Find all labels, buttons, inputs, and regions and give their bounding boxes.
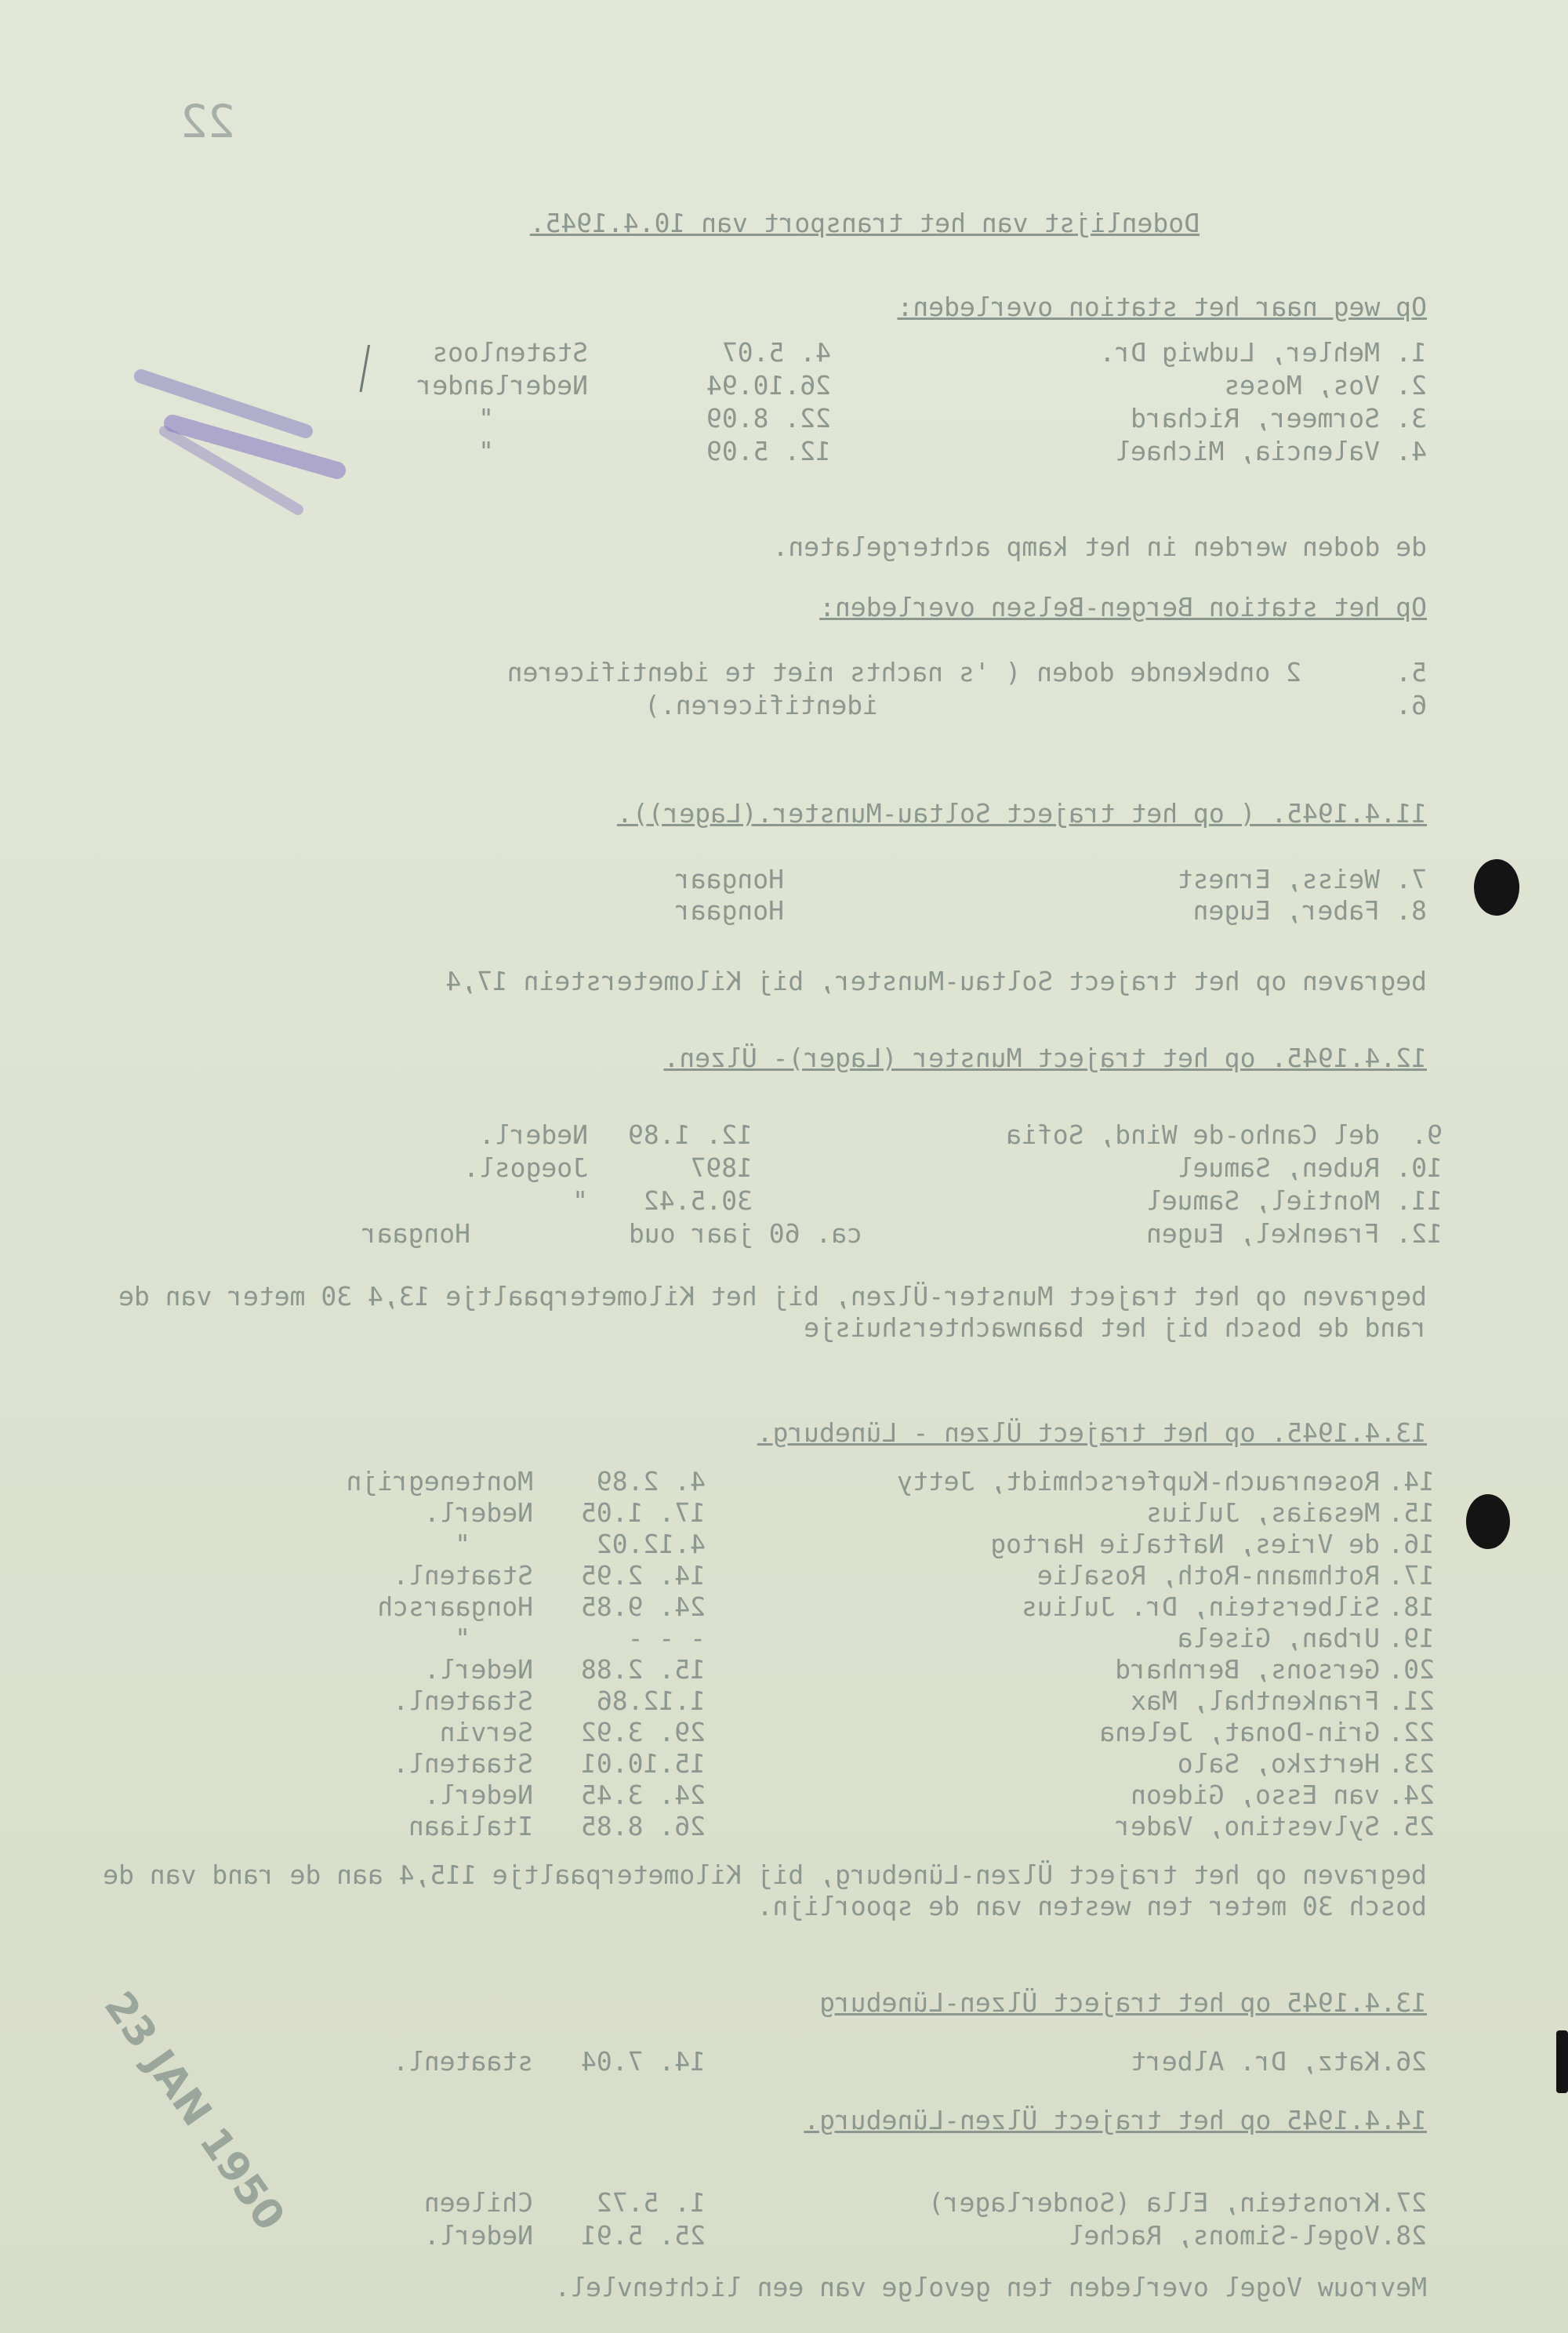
entry-note: Nederl. [423,2220,533,2251]
entry-name: Gersons, Bernhard [1115,1654,1380,1685]
entry-name: Katz, Dr. Albert [1131,2046,1380,2077]
entry-number: 19. [1388,1623,1435,1653]
section-heading: 11.4.1945. ( op het traject Soltau-Munster.(Lager)). [616,798,1427,829]
entry-date: 1897 [690,1152,753,1183]
section-footer: begraven op het traject Munster-Ülzen, bij het Kilometerpaaltje 13,4 30 meter van de rand de bosch bij het baanwachtershuisje [118,1281,1427,1343]
entry-number: 24. [1388,1780,1435,1810]
entry-number: 23. [1388,1748,1435,1779]
document-title: Dodenlijst van het transport van 10.4.1945. [529,208,1200,238]
entry-name: Sormeer, Richard [1131,403,1380,434]
entry-name: Vos, Moses [1224,370,1380,401]
entry-name: identificeren.) [644,690,878,720]
entry-name: Urban, Gisela [1177,1623,1380,1653]
entry-name: Fraenkel, Eugen [1145,1218,1380,1249]
date-stamp: 23 JAN 1950 [94,1983,294,2240]
entry-note: Statenloos [432,337,588,368]
page-number: 22 [180,95,235,148]
entry-note: Nederl. [478,1119,588,1150]
entry-date: 4. 5.07 [721,337,831,368]
entry-name: Valencia, Michael [1115,436,1380,466]
entry-note: Hongaar [674,895,784,926]
entry-date: 4.12.02 [596,1529,706,1559]
entry-note: Staatenl. [393,1748,533,1779]
entry-number: 9. [1411,1119,1443,1150]
section-footer: begraven op het traject Soltau-Munster, bij Kilometerstein 17,4 [445,966,1427,996]
section-heading: Op het station Bergen-Belsen overleden: [819,592,1427,622]
entry-note: Hongaarsch [377,1591,533,1622]
entry-name: de Vries, Naftalie Hartog [990,1529,1380,1559]
entry-note: Hongaar [361,1218,470,1249]
entry-note: Servin [439,1717,533,1747]
entry-name: Rothmann-Roth, Rosalie [1036,1560,1380,1591]
entry-note: staatenl. [393,2046,533,2077]
section-footer: begraven op het traject Ülzen-Lüneburg, bij Kilometerpaaltje 115,4 aan de rand van de bosch 30 meter ten westen van de spoorlijn. [103,1860,1427,1921]
entry-note: Hongaar [674,864,784,894]
section-heading: 13.4.1945 op het traject Ülzen-Lüneburg [819,1987,1427,2018]
entry-name: Hertzko, Salo [1177,1748,1380,1779]
entry-name: Vogel-Simons, Rachel [1068,2220,1380,2251]
entry-date: 4. 2.89 [596,1466,706,1497]
entry-number: 16. [1388,1529,1435,1559]
entry-number: 18. [1388,1591,1435,1622]
entry-date: 15.10.01 [581,1748,706,1779]
entry-note: " [478,403,494,434]
section-heading: 14.4.1945 op het traject Ülzen-Lüneburg. [804,2105,1427,2135]
entry-date: 12. 1.89 [628,1119,753,1150]
entry-date: 30.5.42 [643,1185,753,1216]
entry-name: van Esso, Gideon [1131,1780,1380,1810]
entry-number: 28. [1380,2220,1427,2251]
entry-date: 17. 1.05 [581,1497,706,1528]
entry-name: Weiss, Ernest [1177,864,1380,894]
section-footer: Mevrouw Vogel overleden ten gevolge van een lichtenvlel. [554,2272,1427,2302]
entry-note: Joegosl. [463,1152,588,1183]
entry-number: 1. [1396,337,1427,368]
entry-number: 20. [1388,1654,1435,1685]
entry-number: 7. [1396,864,1427,894]
entry-date: 1. 5.72 [596,2187,706,2218]
entry-date: 15. 2.88 [581,1654,706,1685]
entry-number: 26. [1380,2046,1427,2077]
entry-date: 1.12.86 [596,1685,706,1716]
entry-number: 27. [1380,2187,1427,2218]
entry-name: Mesaias, Julius [1145,1497,1380,1528]
entry-name: Faber, Eugen [1192,895,1380,926]
section-heading: Op weg naar het station overleden: [897,292,1427,322]
entry-number: 4. [1396,436,1427,466]
entry-name: Kronstein, Ella (Sonderlager) [927,2187,1380,2218]
entry-name: Sylvestino, Vader [1115,1811,1380,1841]
entry-note: Nederlander [416,370,588,401]
entry-number: 15. [1388,1497,1435,1528]
entry-number: 11. [1396,1185,1443,1216]
section-heading: 13.4.1945. op het traject Ülzen - Lüneburg. [757,1417,1427,1448]
entry-note: Montenegrijn [346,1466,533,1497]
entry-name: del Canho-de Wind, Sofia [1006,1119,1380,1150]
entry-note: Nederl. [423,1780,533,1810]
entry-date: 25. 5.91 [581,2220,706,2251]
entry-note: Staatenl. [393,1560,533,1591]
entry-note: Italiaan [408,1811,533,1841]
entry-name: Rosenrauch-Kupferschmidt, Jetty [897,1466,1380,1497]
section-heading: 12.4.1945. op het traject Munster (Lager)- Ülzen. [663,1043,1427,1073]
entry-name: Montiel, Samuel [1145,1185,1380,1216]
entry-date: 22. 8.09 [706,403,831,434]
entry-number: 17. [1388,1560,1435,1591]
entry-note: Chileen [423,2187,533,2218]
entry-number: 14. [1388,1466,1435,1497]
entry-number: 21. [1388,1685,1435,1716]
entry-name: Ruben, Samuel [1177,1152,1380,1183]
entry-name: Grin-Donat, Jelena [1099,1717,1380,1747]
entry-date: 29. 3.92 [581,1717,706,1747]
entry-note: " [455,1529,470,1559]
entry-note: Nederl. [423,1497,533,1528]
entry-date: 26.10.94 [706,370,831,401]
entry-number: 25. [1388,1811,1435,1841]
entry-note: " [572,1185,588,1216]
entry-number: 3. [1396,403,1427,434]
entry-number: 10. [1396,1152,1443,1183]
entry-number: 2. [1396,370,1427,401]
entry-date: 12. 5.09 [706,436,831,466]
entry-number: 22. [1388,1717,1435,1747]
entry-name: 2 onbekende doden ( 's nachts niet te identificeren [506,657,1301,688]
entry-name: Mehler, Ludwig Dr. [1099,337,1380,368]
entry-name: Frankenthal, Max [1131,1685,1380,1716]
entry-date: 14. 7.04 [581,2046,706,2077]
entry-date: 24. 3.45 [581,1780,706,1810]
entry-date: ca. 60 jaar oud [628,1218,862,1249]
entry-date: 24. 9.85 [581,1591,706,1622]
entry-name: Silberstein, Dr. Julius [1022,1591,1380,1622]
entry-number: 6. [1396,690,1427,720]
entry-note: " [455,1623,470,1653]
entry-number: 8. [1396,895,1427,926]
entry-note: " [478,436,494,466]
entry-number: 12. [1396,1218,1443,1249]
entry-date: - - - [627,1623,706,1653]
entry-date: 26. 8.85 [581,1811,706,1841]
section-footer: de doden werden in het kamp achtergelaten. [772,532,1427,562]
entry-note: Nederl. [423,1654,533,1685]
entry-note: Staatenl. [393,1685,533,1716]
entry-number: 5. [1396,657,1427,688]
entry-date: 14. 2.95 [581,1560,706,1591]
